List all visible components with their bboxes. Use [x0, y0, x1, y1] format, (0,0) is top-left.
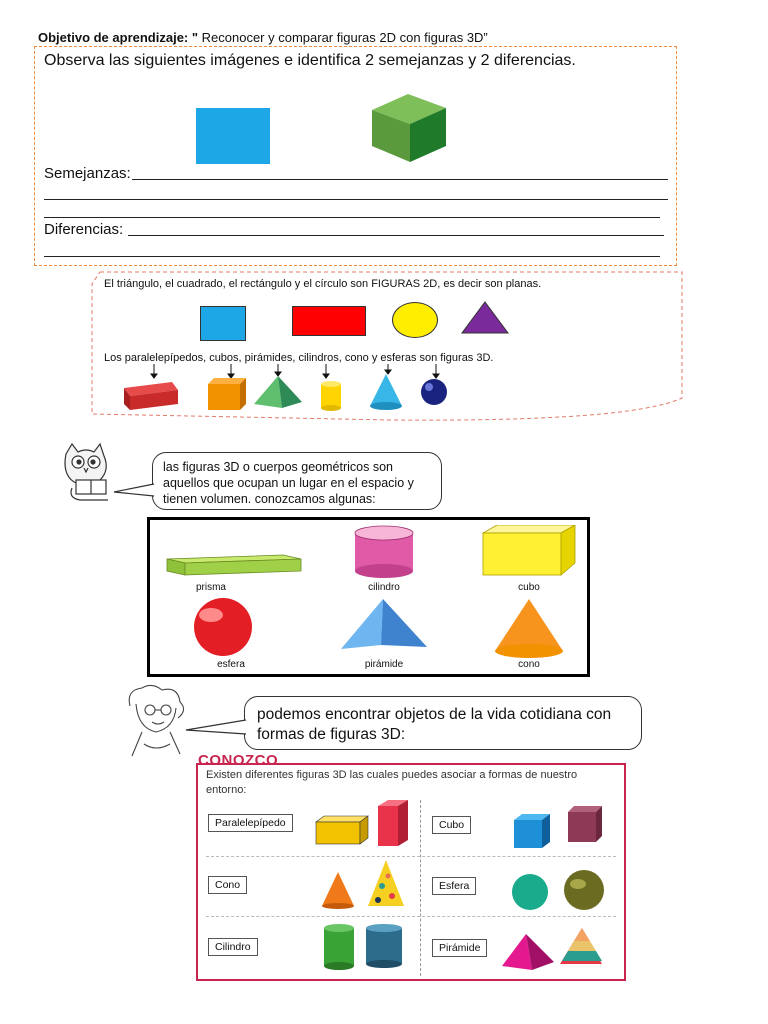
conozco-intro: Existen diferentes figuras 3D las cuales puedes asociar a formas de nuestro entorno:	[206, 769, 578, 796]
differences-label: Diferencias:	[44, 221, 124, 238]
blue-square-shape	[196, 108, 270, 164]
answer-line[interactable]	[44, 256, 660, 257]
solid-caption-cubo: cubo	[518, 582, 540, 593]
solid-shapes-row	[118, 362, 458, 412]
objective-text: Reconocer y comparar figuras 2D con figuras 3D”	[198, 30, 488, 45]
objective	[38, 30, 488, 45]
answer-line[interactable]	[132, 179, 668, 180]
label-paralelepipedo: Paralelepípedo	[208, 814, 293, 832]
info-bubble: las figuras 3D o cuerpos geométricos son aquellos que ocupan un lugar en el espacio y tienen volumen. conozcamos algunas:	[152, 452, 442, 510]
solids-drawings	[165, 525, 585, 665]
conozco-title: CONOZCO	[198, 752, 279, 769]
answer-line[interactable]	[44, 217, 660, 218]
label-piramide: Pirámide	[432, 939, 487, 957]
answer-line[interactable]	[44, 199, 668, 200]
answer-line[interactable]	[128, 235, 664, 236]
bubble-tail	[112, 482, 156, 500]
flat-rectangle	[292, 306, 366, 336]
everyday-objects	[310, 800, 610, 974]
bubble-tail	[184, 718, 248, 738]
label-cono: Cono	[208, 876, 247, 894]
exercise-box	[34, 46, 677, 266]
solid-caption-prisma: prisma	[195, 582, 226, 593]
solid-caption-cono: cono	[518, 659, 540, 670]
solid-caption-esfera: esfera	[217, 659, 245, 670]
label-esfera: Esfera	[432, 877, 476, 895]
similarities-label: Semejanzas:	[44, 165, 131, 182]
everyday-bubble: podemos encontrar objetos de la vida cotidiana con formas de figuras 3D:	[244, 696, 642, 750]
label-cilindro: Cilindro	[208, 938, 258, 956]
solid-caption-cilindro: cilindro	[368, 582, 400, 593]
flat-square	[200, 306, 246, 341]
objective-label: Objetivo de aprendizaje: "	[38, 30, 199, 45]
label-cubo: Cubo	[432, 816, 471, 834]
flat-shapes-text: El triángulo, el cuadrado, el rectángulo y el círculo son FIGURAS 2D, es decir son planas.	[104, 278, 542, 290]
flat-circle	[392, 302, 438, 338]
solid-caption-piramide: pirámide	[364, 659, 404, 670]
flat-triangle	[460, 300, 510, 336]
exercise-instruction: Observa las siguientes imágenes e identifica 2 semejanzas y 2 diferencias.	[44, 52, 576, 69]
green-cube-shape	[370, 90, 450, 164]
solid-shapes-text: Los paralelepípedos, cubos, pirámides, cilindros, cono y esferas son figuras 3D.	[104, 352, 494, 364]
